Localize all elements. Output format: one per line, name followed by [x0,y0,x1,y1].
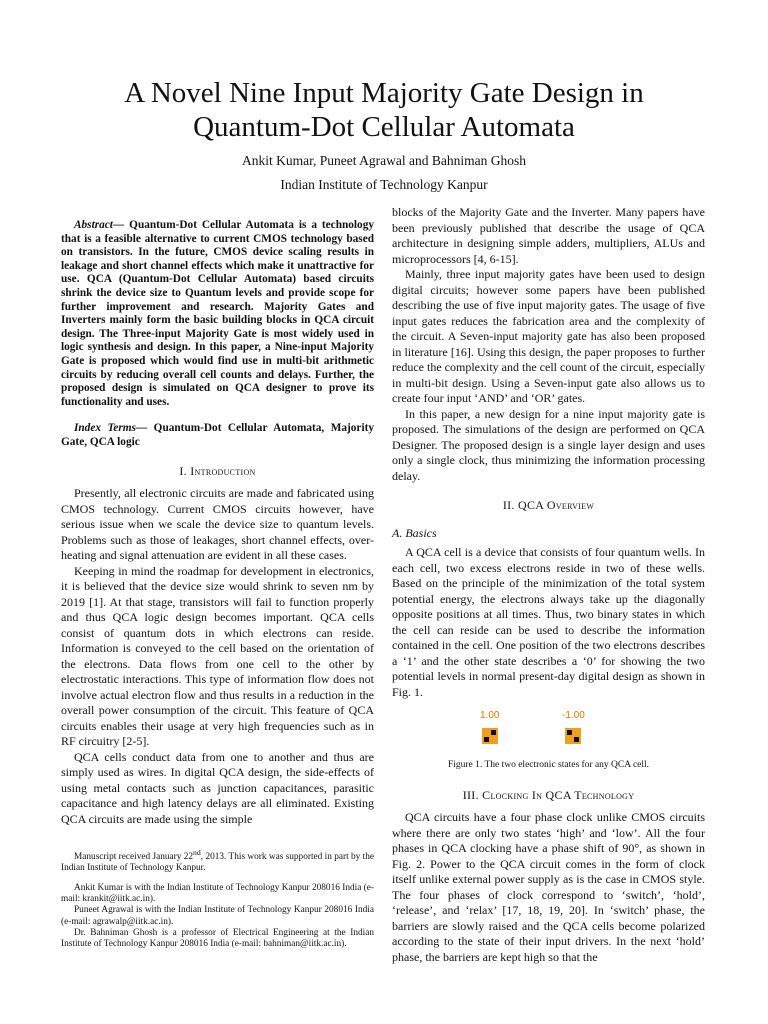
electron-dot [567,730,572,735]
title-line-2: Quantum-Dot Cellular Automata [193,111,575,143]
section-heading-introduction: I. Introduction [179,463,256,478]
left-column [61,205,374,827]
paragraph: Presently, all electronic circuits are made and fabricated using CMOS technology. Current CMOS circuits however, have serious issue when we scale the device size to quantum levels. Problems such as those of leakages, short channel effects, over-heating and signal attenuation are evident in all these cases. [61,486,374,562]
index-terms-label: Index Terms— [74,422,148,435]
footnote-author-1: Ankit Kumar is with the Indian Institute of Technology Kanpur 208016 India (e-mail: krankit@iitk.ac.in). [61,882,374,904]
paragraph: Keeping in mind the roadmap for development in electronics, it is believed that the device size would shrink to seven nm by 2019 [1]. At that stage, transistors will fail to function properly and thus QCA logic design becomes important. QCA cells consist of quantum dots in which electrons can reside. Information is conveyed to the cell based on the orientation of the electrons. Data flows from one cell to the other by electrostatic interactions. This type of information flow does not involve actual electron flow and thus results in a reduction in the overall power consumption of the circuit. This feature of QCA circuits enables their usage at very high frequencies such as in RF circuitry [2-5]. [61,563,374,748]
affiliation: Indian Institute of Technology Kanpur [280,177,488,192]
footnote-author-3: Dr. Bahniman Ghosh is a professor of Electrical Engineering at the Indian Institute of Technology Kanpur 208016 India (e-mail: bahniman@iitk.ac.in). [61,927,374,950]
right-column [392,205,705,965]
index-terms [61,422,374,449]
qca-cell-icon [482,728,498,744]
footnote-manuscript [61,847,374,875]
paragraph: In this paper, a new design for a nine input majority gate is proposed. The simulations of the design are performed on QCA Designer. The proposed design is a single layer design and uses only a single clock, thus minimizing the information processing delay. [392,406,705,483]
cell-polarization-label: -1.00 [562,710,585,721]
abstract [61,219,374,409]
paragraph: A QCA cell is a device that consists of four quantum wells. In each cell, two excess electrons reside in two of these wells. Based on the principle of the minimization of the total system potential energy, the electrons always take up the diagonally opposite positions at all times. Thus, two binary states in which the cell can reside can be used to describe the information contained in the cell. One position of the two electrons describes a ‘1’ and the other state describes a ‘0’ for showing the two potential levels in normal present-day digital design as shown in Fig. 1. [392,545,705,699]
title-line-1: A Novel Nine Input Majority Gate Design in [124,77,644,109]
section-heading-qca-overview: II. QCA Overview [502,498,595,512]
abstract-label: Abstract— [74,219,125,231]
footnote-text: Manuscript received January 22 [74,852,194,863]
abstract-text: Quantum-Dot Cellular Automata is a technology that is a feasible alternative to current CMOS technology based on transistors. In the future, CMOS device scaling results in leakage and short channel effects which make it unattractive for use. QCA (Quantum-Dot Cellular Automata) based circuits shrink the device size to Quantum levels and provide scope for further improvement and research. Majority Gates and Inverters mainly form the basic building blocks in QCA circuit design. The Three-input Majority Gate is most widely used in logic synthesis and design. In this paper, a Nine-input Majority Gate is proposed which would find use in multi-bit arithmetic circuits by reducing overall cell counts and delays. Further, the proposed design is simulated on QCA designer to prove its functionality and uses. [61,219,374,408]
authors: Ankit Kumar, Puneet Agrawal and Bahniman Ghosh [241,153,527,168]
paragraph: blocks of the Majority Gate and the Inverter. Many papers have been previously published that describe the usage of QCA architecture in designing simple adders, multipliers, ALUs and microprocessors [4, 6-15]. [392,205,705,266]
footnotes [61,847,374,950]
footnote-author-2: Puneet Agrawal is with the Indian Institute of Technology Kanpur 208016 India (e-mail: agrawalp@iitk.ac.in). [61,905,374,927]
paragraph: QCA circuits have a four phase clock unlike CMOS circuits where there are only two states ‘high’ and ‘low’. All the four phases in QCA clocking have a phase shift of 90°, as shown in Fig. 2. Power to the QCA circuit comes in the form of clock itself unlike external power supply as is the case in CMOS style. The four phases of clock correspond to ‘switch’, ‘hold’, ‘release’, and ‘relax’ [17, 18, 19, 20]. In ‘switch’ phase, the barriers are slowly raised and the QCA cells become polarized according to the state of their input drivers. In the next ‘hold’ phase, the barriers are kept high so that the [392,810,705,964]
qca-cell-icon [565,728,581,744]
electron-dot [574,737,579,742]
cell-polarization-label: 1.00 [480,710,500,721]
electron-dot [484,737,489,742]
footnote-sup: nd [193,848,201,857]
electron-dot [491,730,496,735]
footnote-text: , 2013. This work was supported in part by the Indian Institute of Technology Kanpur. [61,852,374,874]
index-terms-text: Quantum-Dot Cellular Automata, Majority Gate, QCA logic [61,422,374,448]
figure-1 [392,708,705,754]
qca-cell-state-one [480,708,499,744]
paragraph: QCA cells conduct data from one to another and thus are simply used as wires. In digital QCA design, the side-effects of using metal contacts such as junction capacitances, parasitic capacitance and high latency delays are all eliminated. Existing QCA circuits are made using the simple [61,749,374,826]
qca-cell-state-zero [562,708,585,744]
paragraph: Mainly, three input majority gates have been used to design digital circuits; however some papers have been published describing the use of five input majority gates. The usage of five input gates reduces the fabrication area and the complexity of the circuit. A Seven-input majority gate has also been proposed in literature [16]. Using this design, the paper proposes to further reduce the complexity and the cell count of the circuit, especially in multi-bit design. Using a Seven-input gate also allows us to create four input ‘AND’ and ‘OR’ gates. [392,267,705,405]
section-heading-clocking: III. Clocking In QCA Technology [462,787,635,802]
subsection-heading-basics: A. Basics [392,525,437,540]
paper-title [40,76,728,144]
figure-1-caption: Figure 1. The two electronic states for any QCA cell. [447,760,650,770]
